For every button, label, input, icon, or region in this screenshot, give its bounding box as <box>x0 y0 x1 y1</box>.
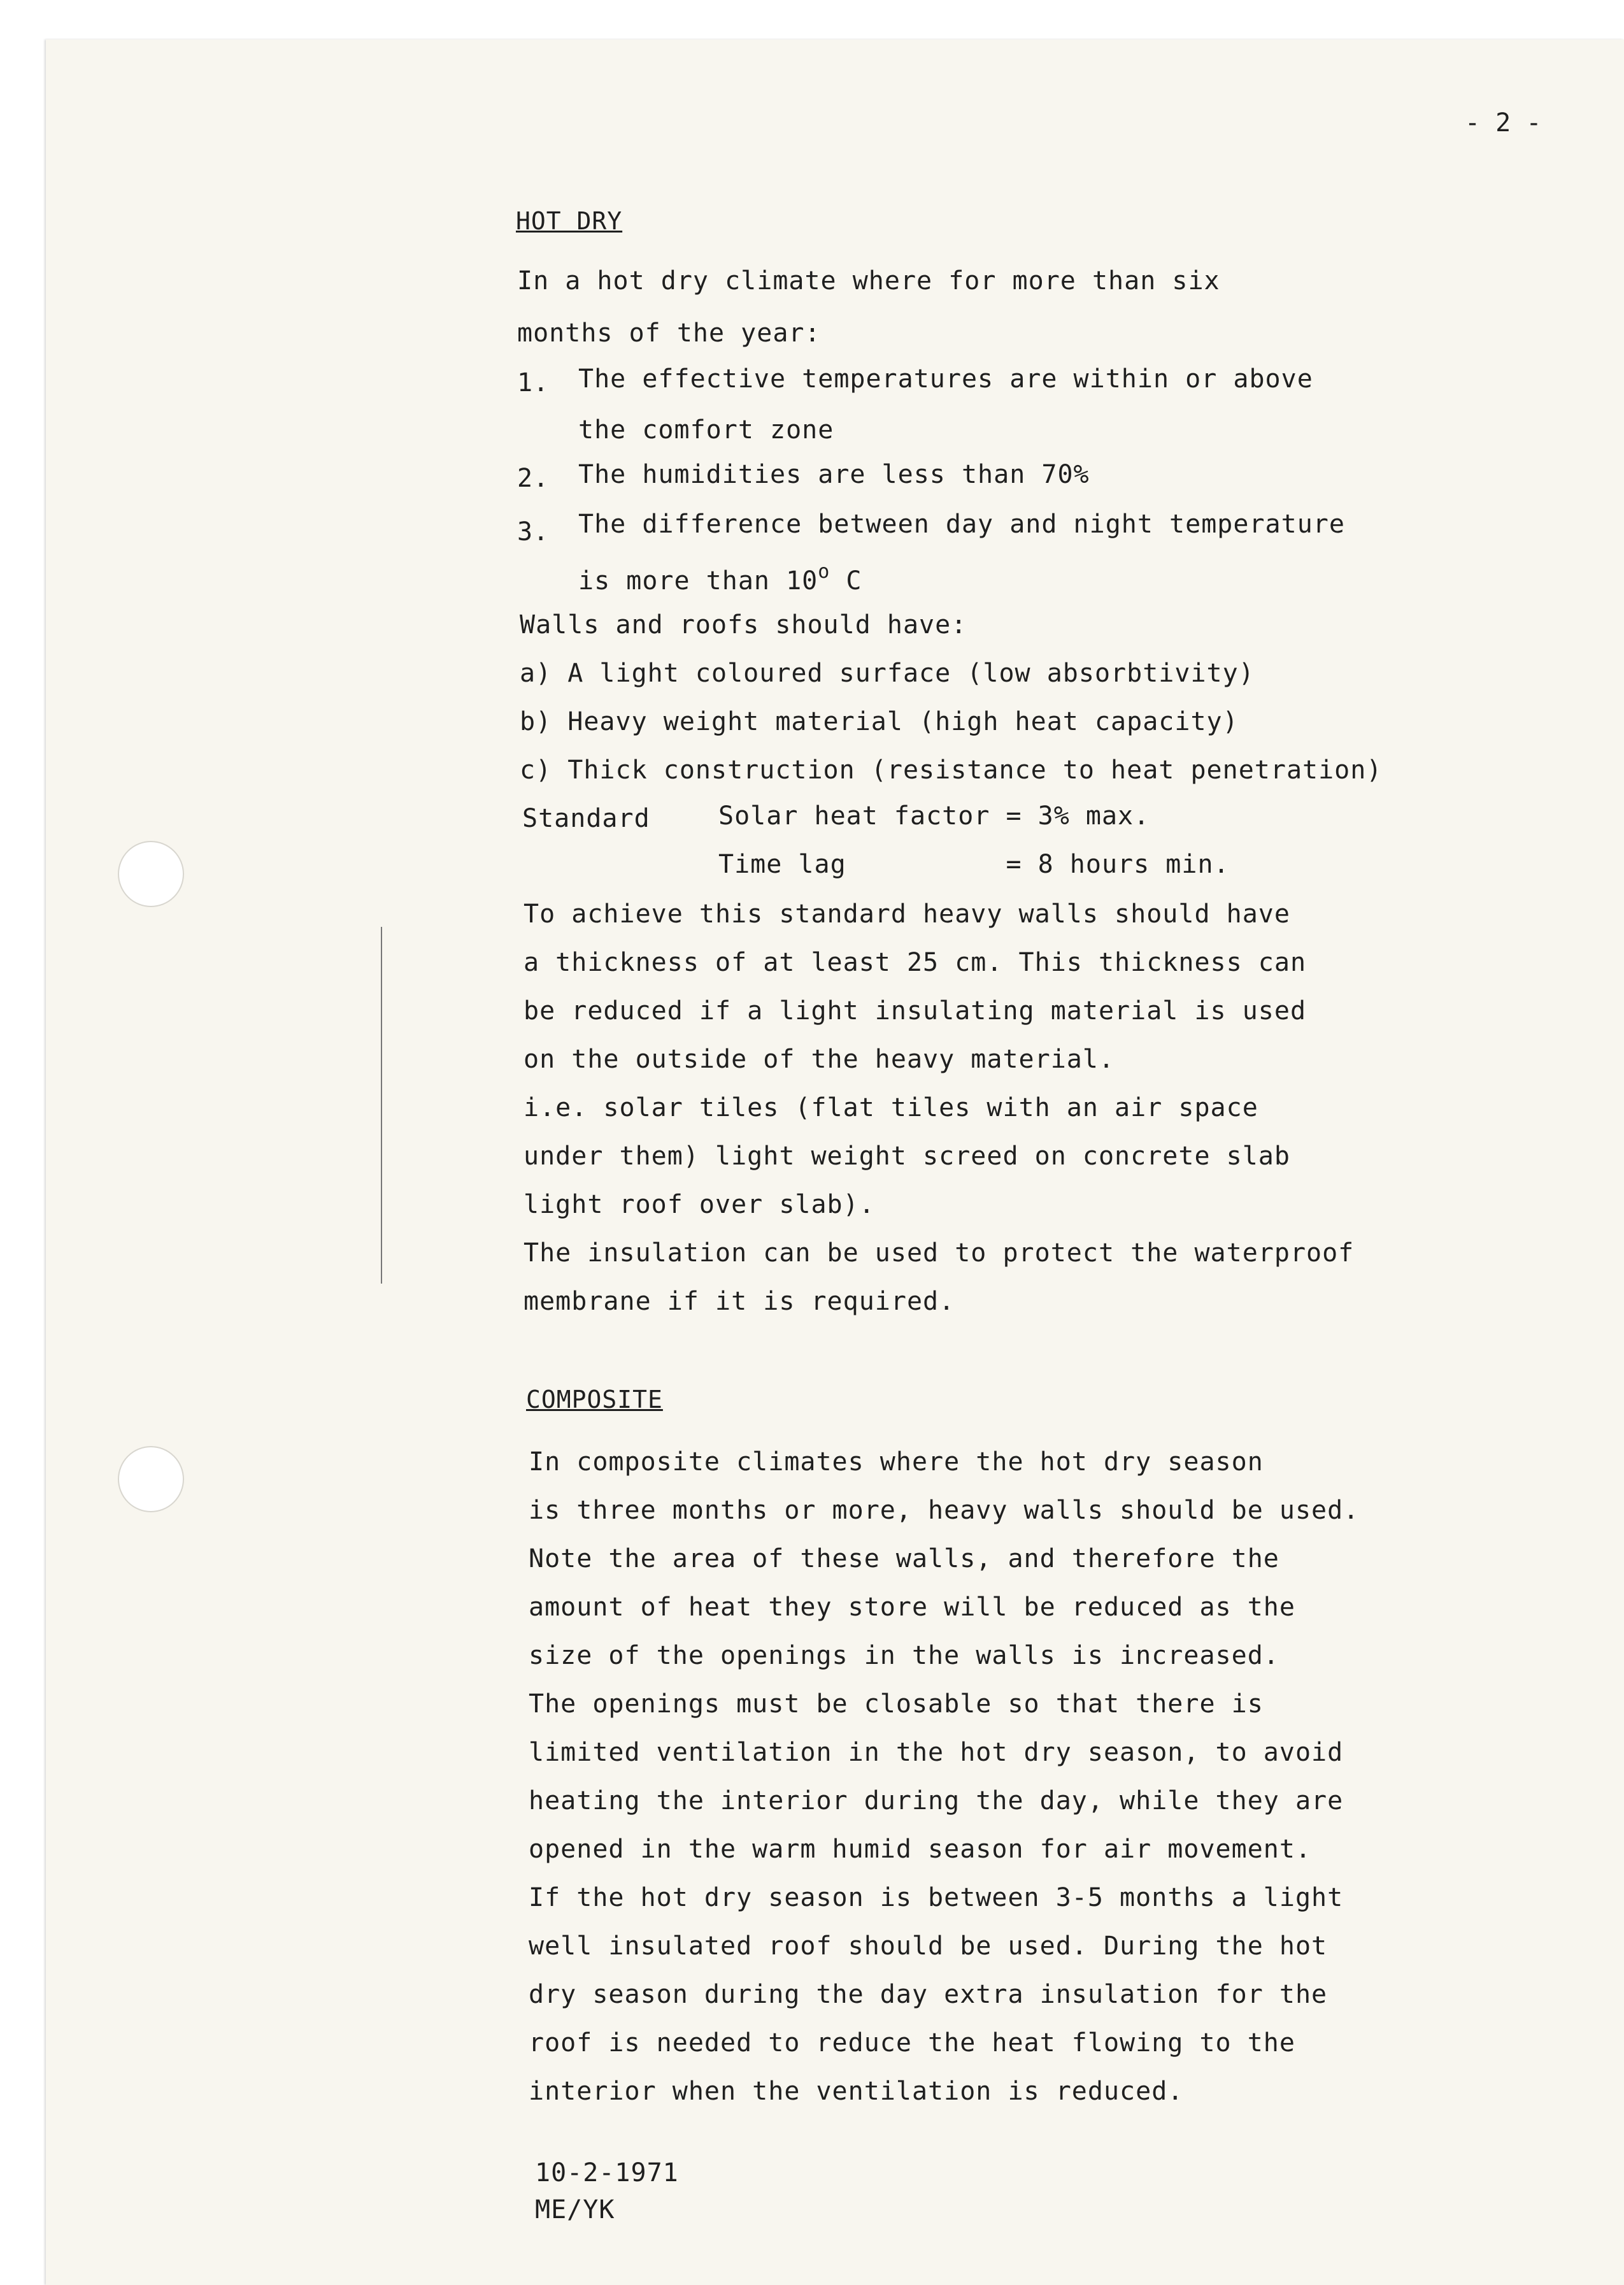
paragraph-line: limited ventilation in the hot dry season, to avoid <box>529 1738 1344 1767</box>
list-item-number: 1. <box>517 368 550 398</box>
paragraph-line: membrane if it is required. <box>524 1287 955 1316</box>
list-item-text: The difference between day and night temperature <box>578 510 1345 539</box>
paragraph-line: on the outside of the heavy material. <box>524 1045 1115 1074</box>
page-number: - 2 - <box>1465 108 1542 138</box>
paragraph-line: months of the year: <box>517 319 821 348</box>
paragraph-line: be reduced if a light insulating material is used <box>524 996 1307 1026</box>
section-heading-hot-dry: HOT DRY <box>516 207 623 235</box>
list-item-text: the comfort zone <box>578 415 834 445</box>
list-item-text: is more than 10$^o$ C <box>578 561 862 596</box>
list-item-number: 2. <box>517 464 550 493</box>
paragraph-line: To achieve this standard heavy walls should have <box>524 899 1290 929</box>
requirement-item: a) A light coloured surface (low absorbtivity) <box>520 659 1255 688</box>
list-item-text: The humidities are less than 70% <box>578 460 1090 489</box>
paragraph-line: If the hot dry season is between 3-5 months a light <box>529 1883 1344 1912</box>
document-date: 10-2-1971 <box>535 2158 679 2188</box>
paragraph-line: under them) light weight screed on concrete slab <box>524 1142 1290 1171</box>
list-item-text: The effective temperatures are within or above <box>578 364 1313 394</box>
paragraph-line: In a hot dry climate where for more than six <box>517 266 1220 296</box>
paragraph-line: The openings must be closable so that there is <box>529 1689 1264 1719</box>
requirement-item: c) Thick construction (resistance to heat penetration) <box>520 756 1383 785</box>
paragraph-line: opened in the warm humid season for air movement. <box>529 1835 1312 1864</box>
standard-label: Standard <box>522 804 650 833</box>
paragraph-line: i.e. solar tiles (flat tiles with an air space <box>524 1093 1258 1122</box>
list-item-number: 3. <box>517 517 550 547</box>
paragraph-line: is three months or more, heavy walls should be used. <box>529 1496 1360 1525</box>
punch-hole-top <box>118 841 184 907</box>
standard-value: Time lag = 8 hours min. <box>718 850 1230 879</box>
paragraph-line: light roof over slab). <box>524 1190 875 1219</box>
degree-superscript: o <box>818 561 830 583</box>
paragraph-line: Note the area of these walls, and therefore the <box>529 1544 1279 1573</box>
paragraph-line: interior when the ventilation is reduced. <box>529 2077 1184 2106</box>
paragraph-line: heating the interior during the day, while they are <box>529 1786 1344 1816</box>
paragraph-line: In composite climates where the hot dry season <box>529 1447 1264 1477</box>
margin-mark <box>381 927 382 1284</box>
paragraph-line: The insulation can be used to protect the waterproof <box>524 1238 1355 1268</box>
paragraph-line: Walls and roofs should have: <box>520 610 967 640</box>
paragraph-line: well insulated roof should be used. During the hot <box>529 1931 1328 1961</box>
requirement-item: b) Heavy weight material (high heat capacity) <box>520 707 1239 736</box>
paragraph-line: amount of heat they store will be reduced as the <box>529 1593 1295 1622</box>
paragraph-line: a thickness of at least 25 cm. This thickness can <box>524 948 1307 977</box>
paragraph-line: dry season during the day extra insulation for the <box>529 1980 1328 2009</box>
standard-value: Solar heat factor = 3% max. <box>718 801 1150 831</box>
author-initials: ME/YK <box>535 2195 615 2224</box>
paragraph-line: roof is needed to reduce the heat flowing to the <box>529 2028 1295 2058</box>
paragraph-line: size of the openings in the walls is increased. <box>529 1641 1279 1670</box>
punch-hole-bottom <box>118 1446 184 1512</box>
section-heading-composite: COMPOSITE <box>526 1386 663 1414</box>
